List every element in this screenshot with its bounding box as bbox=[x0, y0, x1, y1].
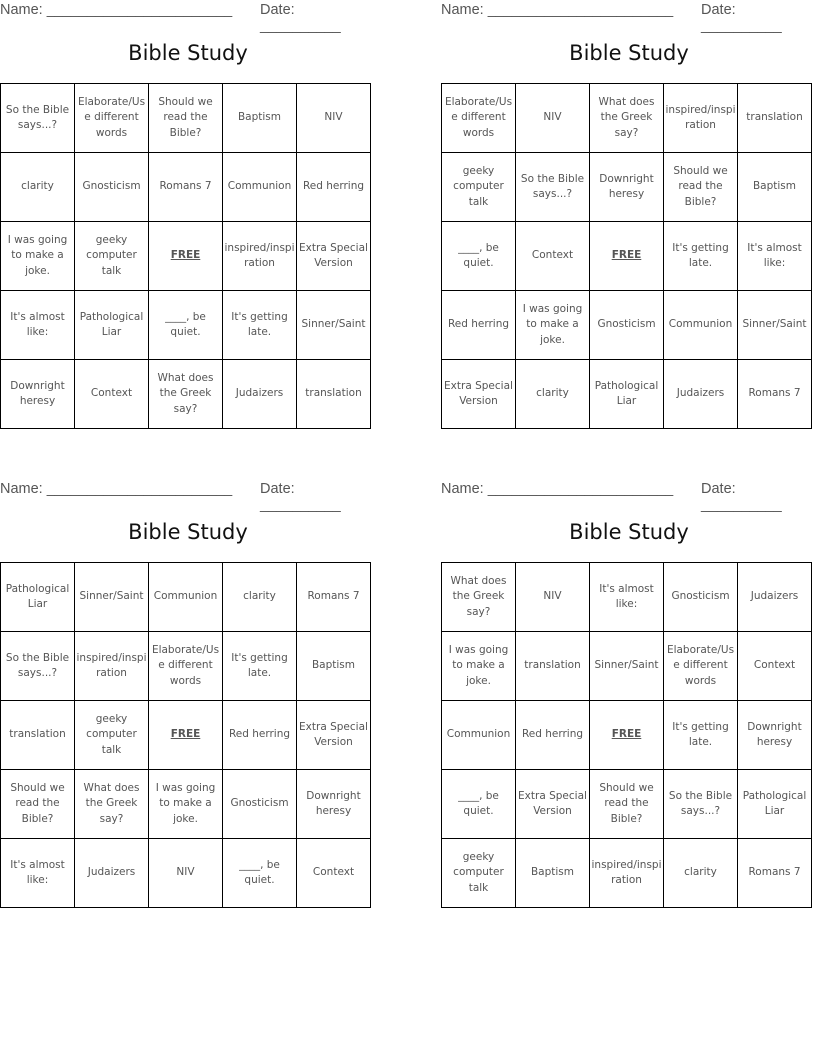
bingo-cell: Red herring bbox=[516, 701, 590, 770]
bingo-cell: Communion bbox=[664, 291, 738, 360]
grid-row bbox=[442, 222, 812, 291]
bingo-cell: So the Bible says...? bbox=[664, 770, 738, 839]
bingo-cell: Judaizers bbox=[223, 360, 297, 429]
bingo-cell: Gnosticism bbox=[664, 563, 738, 632]
bingo-cell: It's almost like: bbox=[738, 222, 812, 291]
bingo-cell: Baptism bbox=[738, 153, 812, 222]
bingo-cell: Should we read the Bible? bbox=[149, 84, 223, 153]
bingo-cell: ____, be quiet. bbox=[149, 291, 223, 360]
bingo-cell: Should we read the Bible? bbox=[1, 770, 75, 839]
bingo-card bbox=[441, 479, 816, 919]
bingo-cell: Downright heresy bbox=[738, 701, 812, 770]
bingo-cell: clarity bbox=[1, 153, 75, 222]
bingo-cell: geeky computer talk bbox=[442, 839, 516, 908]
bingo-cell: ____, be quiet. bbox=[442, 222, 516, 291]
grid-row bbox=[442, 360, 812, 429]
bingo-cell: geeky computer talk bbox=[75, 222, 149, 291]
bingo-cell: Pathological Liar bbox=[75, 291, 149, 360]
bingo-cell: It's almost like: bbox=[1, 839, 75, 908]
bingo-cell: NIV bbox=[297, 84, 371, 153]
bingo-cell: Judaizers bbox=[75, 839, 149, 908]
free-space: FREE bbox=[149, 222, 223, 291]
bingo-grid bbox=[441, 562, 812, 908]
bingo-cell: Should we read the Bible? bbox=[590, 770, 664, 839]
bingo-cell: Romans 7 bbox=[738, 839, 812, 908]
bingo-cell: Elaborate/Use different words bbox=[75, 84, 149, 153]
grid-row bbox=[1, 770, 371, 839]
bingo-cell: Sinner/Saint bbox=[738, 291, 812, 360]
bingo-cell: NIV bbox=[149, 839, 223, 908]
grid-row bbox=[1, 153, 371, 222]
bingo-card bbox=[441, 0, 816, 440]
bingo-cell: translation bbox=[738, 84, 812, 153]
card-title: Bible Study bbox=[128, 520, 248, 544]
card-title: Bible Study bbox=[569, 520, 689, 544]
bingo-cell: Red herring bbox=[442, 291, 516, 360]
bingo-cell: inspired/inspiration bbox=[223, 222, 297, 291]
bingo-cell: It's getting late. bbox=[664, 701, 738, 770]
bingo-cell: It's almost like: bbox=[1, 291, 75, 360]
card-title: Bible Study bbox=[569, 41, 689, 65]
bingo-cell: What does the Greek say? bbox=[149, 360, 223, 429]
grid-row bbox=[442, 770, 812, 839]
bingo-cell: Romans 7 bbox=[149, 153, 223, 222]
bingo-cell: ____, be quiet. bbox=[442, 770, 516, 839]
bingo-cell: Gnosticism bbox=[75, 153, 149, 222]
bingo-cell: Communion bbox=[442, 701, 516, 770]
grid-row bbox=[442, 632, 812, 701]
bingo-cell: Judaizers bbox=[738, 563, 812, 632]
bingo-cell: Extra Special Version bbox=[442, 360, 516, 429]
bingo-cell: Elaborate/Use different words bbox=[149, 632, 223, 701]
grid-row bbox=[1, 360, 371, 429]
bingo-cell: inspired/inspiration bbox=[664, 84, 738, 153]
bingo-cell: Baptism bbox=[297, 632, 371, 701]
bingo-grid bbox=[441, 83, 812, 429]
bingo-cell: Elaborate/Use different words bbox=[664, 632, 738, 701]
bingo-cell: clarity bbox=[223, 563, 297, 632]
date-field: Date: __________ bbox=[701, 481, 782, 513]
bingo-cell: Pathological Liar bbox=[1, 563, 75, 632]
bingo-cell: Romans 7 bbox=[297, 563, 371, 632]
name-field: Name: _______________________ bbox=[441, 481, 674, 497]
bingo-cell: Extra Special Version bbox=[297, 701, 371, 770]
bingo-cell: Sinner/Saint bbox=[297, 291, 371, 360]
bingo-cell: It's getting late. bbox=[223, 291, 297, 360]
bingo-cell: Communion bbox=[223, 153, 297, 222]
card-header bbox=[441, 2, 816, 34]
grid-row bbox=[1, 701, 371, 770]
grid-row bbox=[1, 839, 371, 908]
bingo-cell: I was going to make a joke. bbox=[442, 632, 516, 701]
card-header bbox=[441, 481, 816, 513]
name-field: Name: _______________________ bbox=[0, 2, 233, 18]
card-header bbox=[0, 2, 376, 34]
bingo-cell: translation bbox=[1, 701, 75, 770]
bingo-cell: Communion bbox=[149, 563, 223, 632]
name-field: Name: _______________________ bbox=[441, 2, 674, 18]
bingo-cell: clarity bbox=[664, 839, 738, 908]
bingo-card bbox=[0, 0, 376, 440]
bingo-cell: What does the Greek say? bbox=[75, 770, 149, 839]
bingo-cell: What does the Greek say? bbox=[590, 84, 664, 153]
grid-row bbox=[442, 839, 812, 908]
bingo-grid bbox=[0, 562, 371, 908]
grid-row bbox=[1, 84, 371, 153]
bingo-cell: Should we read the Bible? bbox=[664, 153, 738, 222]
grid-row bbox=[1, 632, 371, 701]
bingo-cell: What does the Greek say? bbox=[442, 563, 516, 632]
free-space: FREE bbox=[590, 701, 664, 770]
grid-row bbox=[442, 701, 812, 770]
grid-row bbox=[442, 291, 812, 360]
bingo-cell: Context bbox=[75, 360, 149, 429]
bingo-grid bbox=[0, 83, 371, 429]
date-field: Date: __________ bbox=[701, 2, 782, 34]
bingo-cell: Downright heresy bbox=[297, 770, 371, 839]
bingo-cell: Judaizers bbox=[664, 360, 738, 429]
date-field: Date: __________ bbox=[260, 2, 341, 34]
bingo-cell: Context bbox=[516, 222, 590, 291]
bingo-card bbox=[0, 479, 376, 919]
date-field: Date: __________ bbox=[260, 481, 341, 513]
bingo-cell: translation bbox=[516, 632, 590, 701]
bingo-cell: I was going to make a joke. bbox=[149, 770, 223, 839]
bingo-cell: So the Bible says...? bbox=[1, 84, 75, 153]
bingo-cell: Downright heresy bbox=[1, 360, 75, 429]
bingo-cell: Red herring bbox=[223, 701, 297, 770]
bingo-cell: Baptism bbox=[516, 839, 590, 908]
bingo-cell: inspired/inspiration bbox=[75, 632, 149, 701]
bingo-cell: I was going to make a joke. bbox=[1, 222, 75, 291]
bingo-cell: Extra Special Version bbox=[516, 770, 590, 839]
grid-row bbox=[1, 222, 371, 291]
bingo-cell: geeky computer talk bbox=[442, 153, 516, 222]
bingo-cell: geeky computer talk bbox=[75, 701, 149, 770]
grid-row bbox=[442, 153, 812, 222]
name-field: Name: _______________________ bbox=[0, 481, 233, 497]
grid-row bbox=[1, 563, 371, 632]
bingo-cell: NIV bbox=[516, 563, 590, 632]
bingo-cell: Downright heresy bbox=[590, 153, 664, 222]
bingo-cell: Sinner/Saint bbox=[590, 632, 664, 701]
grid-row bbox=[442, 84, 812, 153]
bingo-cell: NIV bbox=[516, 84, 590, 153]
bingo-cell: ____, be quiet. bbox=[223, 839, 297, 908]
bingo-cell: I was going to make a joke. bbox=[516, 291, 590, 360]
bingo-cell: Pathological Liar bbox=[738, 770, 812, 839]
grid-row bbox=[1, 291, 371, 360]
bingo-cell: So the Bible says...? bbox=[516, 153, 590, 222]
grid-row bbox=[442, 563, 812, 632]
bingo-cell: It's getting late. bbox=[223, 632, 297, 701]
bingo-cell: It's almost like: bbox=[590, 563, 664, 632]
bingo-cell: Gnosticism bbox=[223, 770, 297, 839]
bingo-cell: translation bbox=[297, 360, 371, 429]
bingo-cell: Red herring bbox=[297, 153, 371, 222]
free-space: FREE bbox=[590, 222, 664, 291]
bingo-cell: Baptism bbox=[223, 84, 297, 153]
card-header bbox=[0, 481, 376, 513]
bingo-cell: It's getting late. bbox=[664, 222, 738, 291]
bingo-cell: Context bbox=[738, 632, 812, 701]
bingo-cell: Romans 7 bbox=[738, 360, 812, 429]
bingo-cell: clarity bbox=[516, 360, 590, 429]
bingo-cell: inspired/inspiration bbox=[590, 839, 664, 908]
card-title: Bible Study bbox=[128, 41, 248, 65]
free-space: FREE bbox=[149, 701, 223, 770]
bingo-cell: Elaborate/Use different words bbox=[442, 84, 516, 153]
bingo-cell: Sinner/Saint bbox=[75, 563, 149, 632]
bingo-cell: So the Bible says...? bbox=[1, 632, 75, 701]
bingo-cell: Gnosticism bbox=[590, 291, 664, 360]
bingo-cell: Context bbox=[297, 839, 371, 908]
bingo-cell: Extra Special Version bbox=[297, 222, 371, 291]
bingo-cell: Pathological Liar bbox=[590, 360, 664, 429]
